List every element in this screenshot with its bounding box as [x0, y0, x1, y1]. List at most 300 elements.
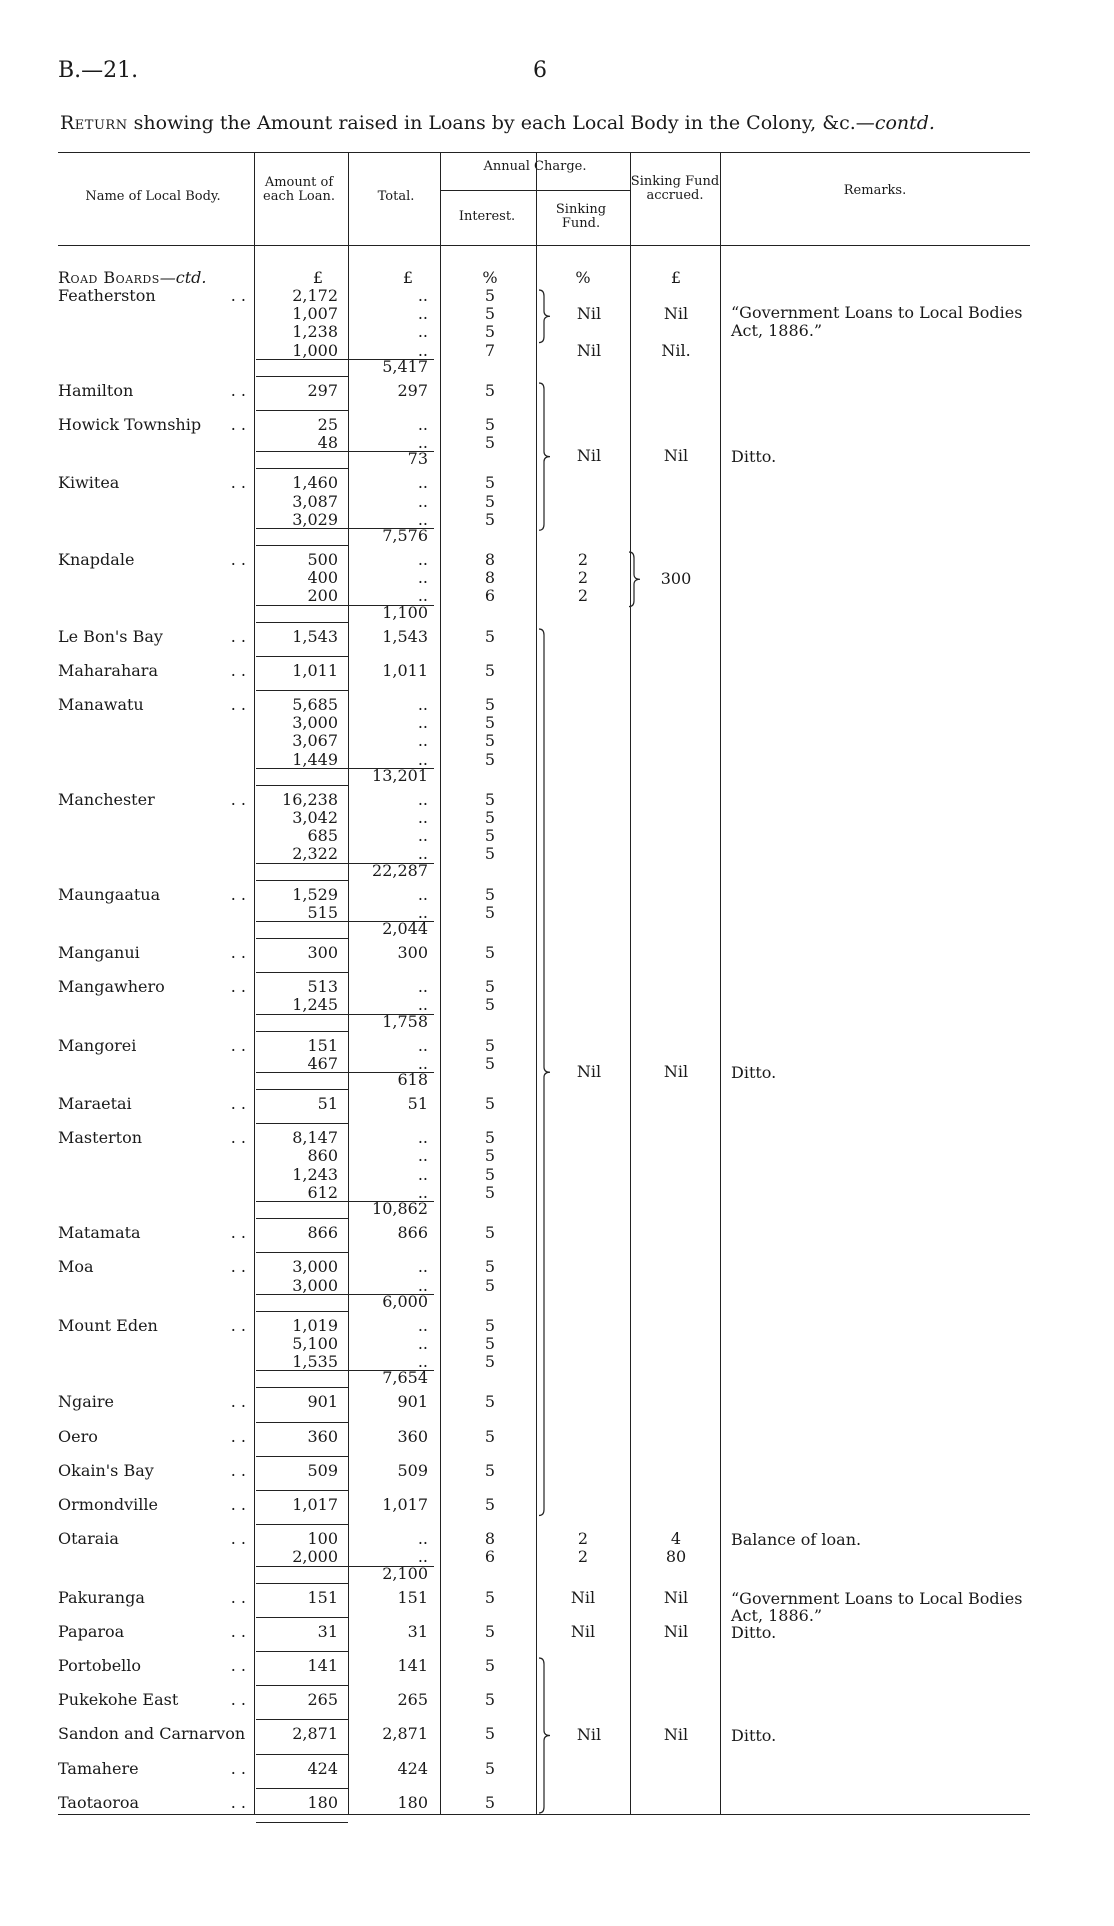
body-name: Le Bon's Bay: [58, 626, 163, 646]
group-sinking-nil: Nil: [576, 1061, 602, 1081]
loan-amount: 1,019: [292, 1315, 338, 1335]
loan-amount: 200: [307, 586, 338, 606]
loan-amount: 3,000: [292, 1257, 338, 1277]
interest-rate: 8: [484, 568, 496, 588]
body-name: Pukekohe East: [58, 1690, 179, 1710]
interest-rate: 5: [484, 1035, 496, 1055]
group-sinking-nil: Nil: [576, 340, 602, 360]
loan-total: 51: [407, 1094, 428, 1114]
body-name: Knapdale: [58, 550, 135, 570]
body-subtotal: 2,044: [382, 919, 428, 939]
loan-amount: 25: [317, 415, 338, 434]
body-subtotal: 7,576: [382, 526, 428, 546]
loan-total: ..: [417, 977, 428, 997]
body-name: Maungaatua: [58, 884, 161, 904]
loan-total: 180: [397, 1792, 428, 1812]
leader-dots: . .: [230, 1494, 246, 1514]
interest-rate: 5: [484, 713, 496, 733]
body-subtotal: 13,201: [372, 765, 428, 785]
leader-dots: . .: [230, 380, 246, 400]
loan-total: ..: [417, 1529, 428, 1549]
sinking-fund-accrued: Nil: [663, 1587, 689, 1607]
title-text: showing the Amount raised in Loans by each Local Body in the Colony, &c.—: [133, 112, 875, 134]
body-name: Howick Township: [58, 415, 202, 434]
sinking-fund-accrued: 4: [670, 1529, 682, 1549]
loan-amount: 500: [307, 550, 338, 570]
leader-dots: . .: [230, 1035, 246, 1055]
group-brace-hamilton-kiwitea: [538, 383, 552, 530]
loan-amount: 2,322: [292, 844, 338, 864]
interest-rate: 5: [484, 1275, 496, 1295]
loan-total: 297: [397, 380, 428, 400]
loan-amount: 3,000: [292, 1275, 338, 1295]
loan-total: 1,017: [382, 1494, 428, 1514]
interest-rate: 5: [484, 380, 496, 400]
loan-amount: 1,238: [292, 322, 338, 342]
group-sinking-nil: Nil: [576, 446, 602, 466]
loan-amount: 51: [317, 1094, 338, 1114]
group-brace-lebons-ormondville: [538, 629, 552, 1515]
row-separator: [256, 656, 348, 657]
loan-amount: 3,000: [292, 713, 338, 733]
interest-rate: 5: [484, 1182, 496, 1202]
body-name: Kiwitea: [58, 473, 120, 493]
interest-rate: 5: [484, 1587, 496, 1607]
loan-amount: 16,238: [282, 789, 338, 809]
leader-dots: . .: [230, 1460, 246, 1480]
loan-amount: 1,460: [292, 473, 338, 493]
loan-amount: 2,000: [292, 1547, 338, 1567]
interest-rate: 5: [484, 826, 496, 846]
body-name: Paparoa: [58, 1621, 125, 1641]
annual-charge-rule: [440, 190, 630, 191]
sinking-fund-rate: 2: [577, 568, 589, 588]
loan-amount: 1,449: [292, 749, 338, 769]
sinking-fund-rate: Nil: [570, 1587, 596, 1607]
loan-total: ..: [417, 340, 428, 360]
loan-total: ..: [417, 586, 428, 606]
interest-rate: 5: [484, 1333, 496, 1353]
loan-total: ..: [417, 995, 428, 1015]
interest-rate: 5: [484, 1655, 496, 1675]
unit-interest: %: [482, 268, 498, 287]
loan-amount: 3,029: [292, 509, 338, 529]
loan-amount: 3,067: [292, 731, 338, 751]
row-separator: [256, 1788, 348, 1789]
loan-amount: 31: [317, 1621, 338, 1641]
leader-dots: . .: [230, 550, 246, 570]
loan-amount: 513: [307, 977, 338, 997]
loan-total: 509: [397, 1460, 428, 1480]
group-brace-portobello-taotaoroa: [538, 1658, 552, 1813]
loan-amount: 1,011: [292, 660, 338, 680]
loan-amount: 515: [307, 902, 338, 922]
interest-rate: 5: [484, 695, 496, 715]
column-rule: [254, 152, 255, 1814]
body-name: Sandon and Carnarvon: [58, 1724, 246, 1744]
group-remarks-ditto: Ditto.: [731, 447, 777, 467]
title-contd: contd.: [874, 112, 935, 134]
loan-total: 300: [397, 943, 428, 963]
column-rule: [720, 152, 721, 1814]
unit-total: £: [402, 268, 414, 287]
interest-rate: 5: [484, 844, 496, 864]
leader-dots: . .: [230, 1128, 246, 1148]
row-separator: [256, 1754, 348, 1755]
loan-amount: 1,243: [292, 1164, 338, 1184]
body-name: Featherston: [58, 286, 156, 305]
row-separator: [256, 1089, 348, 1090]
loan-amount: 1,543: [292, 626, 338, 646]
page-number: 6: [533, 58, 547, 83]
interest-rate: 5: [484, 902, 496, 922]
leader-dots: . .: [230, 1758, 246, 1778]
loan-amount: 866: [307, 1223, 338, 1243]
row-separator: [256, 1524, 348, 1525]
loan-total: 2,871: [382, 1724, 428, 1744]
body-subtotal: 1,100: [382, 602, 428, 622]
loan-total: ..: [417, 550, 428, 570]
loan-amount: 901: [307, 1392, 338, 1412]
loan-total: ..: [417, 749, 428, 769]
loan-amount: 3,042: [292, 808, 338, 828]
body-name: Taotaoroa: [58, 1792, 140, 1812]
loan-amount: 180: [307, 1792, 338, 1812]
loan-total: 424: [397, 1758, 428, 1778]
loan-total: ..: [417, 695, 428, 715]
interest-rate: 5: [484, 1460, 496, 1480]
interest-rate: 5: [484, 1724, 496, 1744]
loan-total: ..: [417, 1352, 428, 1372]
col-head-annual-charge: Annual Charge.: [483, 159, 587, 174]
interest-rate: 5: [484, 322, 496, 342]
loan-total: ..: [417, 826, 428, 846]
loan-amount: 141: [307, 1655, 338, 1675]
unit-amount: £: [312, 268, 324, 287]
loan-total: 901: [397, 1392, 428, 1412]
interest-rate: 5: [484, 1257, 496, 1277]
column-rule: [440, 152, 441, 1814]
loan-amount: 1,017: [292, 1494, 338, 1514]
interest-rate: 5: [484, 808, 496, 828]
body-name: Otaraia: [58, 1529, 119, 1549]
interest-rate: 6: [484, 1547, 496, 1567]
loan-amount: 2,172: [292, 286, 338, 305]
row-separator: [256, 1422, 348, 1423]
unit-sinking: %: [575, 268, 591, 287]
leader-dots: . .: [230, 884, 246, 904]
loan-amount: 100: [307, 1529, 338, 1549]
interest-rate: 5: [484, 1352, 496, 1372]
loan-total: 1,543: [382, 626, 428, 646]
row-separator: [256, 938, 348, 939]
row-separator: [256, 1456, 348, 1457]
loan-amount: 360: [307, 1426, 338, 1446]
body-name: Maharahara: [58, 660, 158, 680]
row-separator: [256, 468, 348, 469]
row-separator: [256, 785, 348, 786]
group-brace-featherston: [538, 290, 552, 343]
col-head-sinking-fund-accrued: Sinking Fund accrued.: [630, 174, 720, 203]
row-separator: [256, 972, 348, 973]
interest-rate: 5: [484, 1621, 496, 1641]
loan-total: ..: [417, 433, 428, 453]
row-separator: [256, 880, 348, 881]
loan-total: ..: [417, 1146, 428, 1166]
interest-rate: 6: [484, 586, 496, 606]
column-rule: [536, 152, 537, 1814]
row-separator: [256, 1685, 348, 1686]
loan-total: ..: [417, 884, 428, 904]
body-subtotal: 2,100: [382, 1563, 428, 1583]
loan-amount: 297: [307, 380, 338, 400]
col-head-total: Total.: [377, 189, 415, 204]
body-name: Mangorei: [58, 1035, 137, 1055]
interest-rate: 5: [484, 1223, 496, 1243]
loan-total: ..: [417, 1333, 428, 1353]
leader-dots: . .: [230, 1529, 246, 1549]
loan-total: ..: [417, 415, 428, 434]
body-name: Pakuranga: [58, 1587, 145, 1607]
body-subtotal: 1,758: [382, 1011, 428, 1031]
body-name: Oero: [58, 1426, 98, 1446]
loan-amount: 467: [307, 1053, 338, 1073]
row-separator: [256, 1387, 348, 1388]
leader-dots: . .: [230, 789, 246, 809]
group-remarks-act: “Government Loans to Local Bodies Act, 1886.”: [731, 303, 1023, 340]
loan-total: ..: [417, 1053, 428, 1073]
loan-amount: 300: [307, 943, 338, 963]
loan-total: ..: [417, 509, 428, 529]
interest-rate: 5: [484, 1315, 496, 1335]
leader-dots: . .: [230, 660, 246, 680]
interest-rate: 5: [484, 1128, 496, 1148]
body-name: Okain's Bay: [58, 1460, 154, 1480]
body-subtotal: 10,862: [372, 1199, 428, 1219]
body-name: Ngaire: [58, 1392, 115, 1412]
group-remarks-ditto: Ditto.: [731, 1062, 777, 1082]
loan-amount: 424: [307, 1758, 338, 1778]
sinking-fund-rate: 2: [577, 550, 589, 570]
loan-amount: 400: [307, 568, 338, 588]
table-top-rule: [58, 152, 1030, 153]
interest-rate: 5: [484, 1494, 496, 1514]
loan-amount: 612: [307, 1182, 338, 1202]
row-separator: [256, 1822, 348, 1823]
leader-dots: . .: [230, 1315, 246, 1335]
leader-dots: . .: [230, 1094, 246, 1114]
body-name: Mount Eden: [58, 1315, 158, 1335]
loan-total: ..: [417, 473, 428, 493]
group-accrued-value: 300: [660, 569, 692, 589]
body-name: Maraetai: [58, 1094, 132, 1114]
body-name: Mangawhero: [58, 977, 165, 997]
interest-rate: 5: [484, 749, 496, 769]
interest-rate: 5: [484, 943, 496, 963]
leader-dots: . .: [230, 943, 246, 963]
leader-dots: . .: [230, 1587, 246, 1607]
interest-rate: 5: [484, 433, 496, 453]
group-accrued-nil: Nil: [663, 304, 689, 324]
body-name: Portobello: [58, 1655, 142, 1675]
leader-dots: . .: [230, 695, 246, 715]
sinking-fund-accrued: 80: [665, 1547, 687, 1567]
row-separator: [256, 1218, 348, 1219]
col-head-name: Name of Local Body.: [85, 189, 221, 204]
leader-dots: . .: [230, 286, 246, 305]
loan-total: ..: [417, 789, 428, 809]
loan-total: ..: [417, 568, 428, 588]
row-separator: [256, 1583, 348, 1584]
interest-rate: 5: [484, 286, 496, 305]
leader-dots: . .: [230, 1655, 246, 1675]
loan-amount: 1,245: [292, 995, 338, 1015]
table-bottom-rule: [58, 1814, 1030, 1815]
title-lead: Return: [60, 112, 128, 134]
group-sinking-nil: Nil: [576, 304, 602, 324]
col-head-interest: Interest.: [458, 209, 516, 224]
loan-total: ..: [417, 713, 428, 733]
loan-total: ..: [417, 1035, 428, 1055]
loan-total: ..: [417, 304, 428, 324]
row-separator: [256, 1123, 348, 1124]
interest-rate: 5: [484, 1053, 496, 1073]
loan-amount: 685: [307, 826, 338, 846]
loan-amount: 151: [307, 1035, 338, 1055]
leader-dots: . .: [230, 1426, 246, 1446]
loan-amount: 509: [307, 1460, 338, 1480]
group-accrued-nil: Nil: [663, 446, 689, 466]
remarks-text: Ditto.: [731, 1622, 777, 1642]
leader-dots: . .: [230, 626, 246, 646]
loan-amount: 2,871: [292, 1724, 338, 1744]
interest-rate: 7: [484, 340, 496, 360]
row-separator: [256, 1617, 348, 1618]
interest-rate: 5: [484, 789, 496, 809]
body-subtotal: 618: [397, 1070, 428, 1090]
section-label-text: Road Boards: [58, 268, 160, 287]
body-name: Matamata: [58, 1223, 141, 1243]
group-accrued-nil: Nil: [663, 1725, 689, 1745]
remarks-text: “Government Loans to Local Bodies Act, 1886.”: [731, 1588, 1023, 1626]
table-header-rule: [58, 245, 1030, 246]
document-reference: B.—21.: [58, 58, 139, 83]
loan-amount: 5,100: [292, 1333, 338, 1353]
loan-total: ..: [417, 322, 428, 342]
loan-total: 360: [397, 1426, 428, 1446]
leader-dots: . .: [230, 1690, 246, 1710]
group-remarks-ditto: Ditto.: [731, 1726, 777, 1746]
table-title: [60, 114, 935, 133]
loan-total: ..: [417, 1275, 428, 1295]
col-head-amount: Amount of each Loan.: [263, 175, 335, 204]
interest-rate: 5: [484, 1758, 496, 1778]
body-subtotal: 73: [407, 449, 428, 469]
leader-dots: . .: [230, 473, 246, 493]
loan-total: ..: [417, 1128, 428, 1148]
interest-rate: 5: [484, 731, 496, 751]
loan-total: 866: [397, 1223, 428, 1243]
interest-rate: 5: [484, 1146, 496, 1166]
col-head-remarks: Remarks.: [843, 183, 907, 198]
interest-rate: 5: [484, 1792, 496, 1812]
sinking-fund-accrued: Nil: [663, 1621, 689, 1641]
loan-total: ..: [417, 808, 428, 828]
row-separator: [256, 545, 348, 546]
loan-total: ..: [417, 902, 428, 922]
interest-rate: 5: [484, 473, 496, 493]
group-brace-knapdale: [628, 552, 642, 607]
loan-total: ..: [417, 844, 428, 864]
loan-amount: 48: [317, 433, 338, 453]
group-sinking-nil: Nil: [576, 1725, 602, 1745]
body-name: Moa: [58, 1257, 94, 1277]
loan-total: ..: [417, 1315, 428, 1335]
loan-total: ..: [417, 491, 428, 511]
loan-total: 141: [397, 1655, 428, 1675]
loan-amount: 1,007: [292, 304, 338, 324]
loan-amount: 1,000: [292, 340, 338, 360]
loan-amount: 8,147: [292, 1128, 338, 1148]
body-subtotal: 6,000: [382, 1291, 428, 1311]
interest-rate: 5: [484, 304, 496, 324]
row-separator: [256, 1311, 348, 1312]
col-head-sinking-fund: Sinking Fund.: [555, 202, 607, 231]
row-separator: [256, 1490, 348, 1491]
loan-total: 31: [407, 1621, 428, 1641]
body-subtotal: 5,417: [382, 356, 428, 376]
body-name: Ormondville: [58, 1494, 158, 1514]
loan-total: ..: [417, 1164, 428, 1184]
loan-amount: 860: [307, 1146, 338, 1166]
row-separator: [256, 1651, 348, 1652]
interest-rate: 5: [484, 660, 496, 680]
leader-dots: . .: [230, 1392, 246, 1412]
unit-accrued: £: [670, 268, 682, 287]
row-separator: [256, 410, 348, 411]
loan-amount: 1,529: [292, 884, 338, 904]
loan-total: 265: [397, 1690, 428, 1710]
group-accrued-nil: Nil: [663, 1061, 689, 1081]
loan-total: ..: [417, 1182, 428, 1202]
interest-rate: 5: [484, 1392, 496, 1412]
loan-total: 1,011: [382, 660, 428, 680]
row-separator: [256, 376, 348, 377]
loan-amount: 265: [307, 1690, 338, 1710]
interest-rate: 5: [484, 509, 496, 529]
body-name: Manganui: [58, 943, 140, 963]
interest-rate: 5: [484, 1426, 496, 1446]
interest-rate: 5: [484, 1690, 496, 1710]
interest-rate: 5: [484, 995, 496, 1015]
interest-rate: 8: [484, 550, 496, 570]
sinking-fund-rate: 2: [577, 1547, 589, 1567]
body-name: Tamahere: [58, 1758, 139, 1778]
interest-rate: 5: [484, 1164, 496, 1184]
column-rule: [630, 152, 631, 1814]
remarks-text: Balance of loan.: [731, 1530, 862, 1550]
loan-amount: 5,685: [292, 695, 338, 715]
body-name: Manawatu: [58, 695, 144, 715]
loan-amount: 151: [307, 1587, 338, 1607]
loan-amount: 3,087: [292, 491, 338, 511]
interest-rate: 5: [484, 1094, 496, 1114]
loan-amount: 1,535: [292, 1352, 338, 1372]
group-accrued-nil: Nil.: [661, 340, 691, 360]
loan-total: 151: [397, 1587, 428, 1607]
interest-rate: 5: [484, 415, 496, 434]
leader-dots: . .: [230, 1223, 246, 1243]
